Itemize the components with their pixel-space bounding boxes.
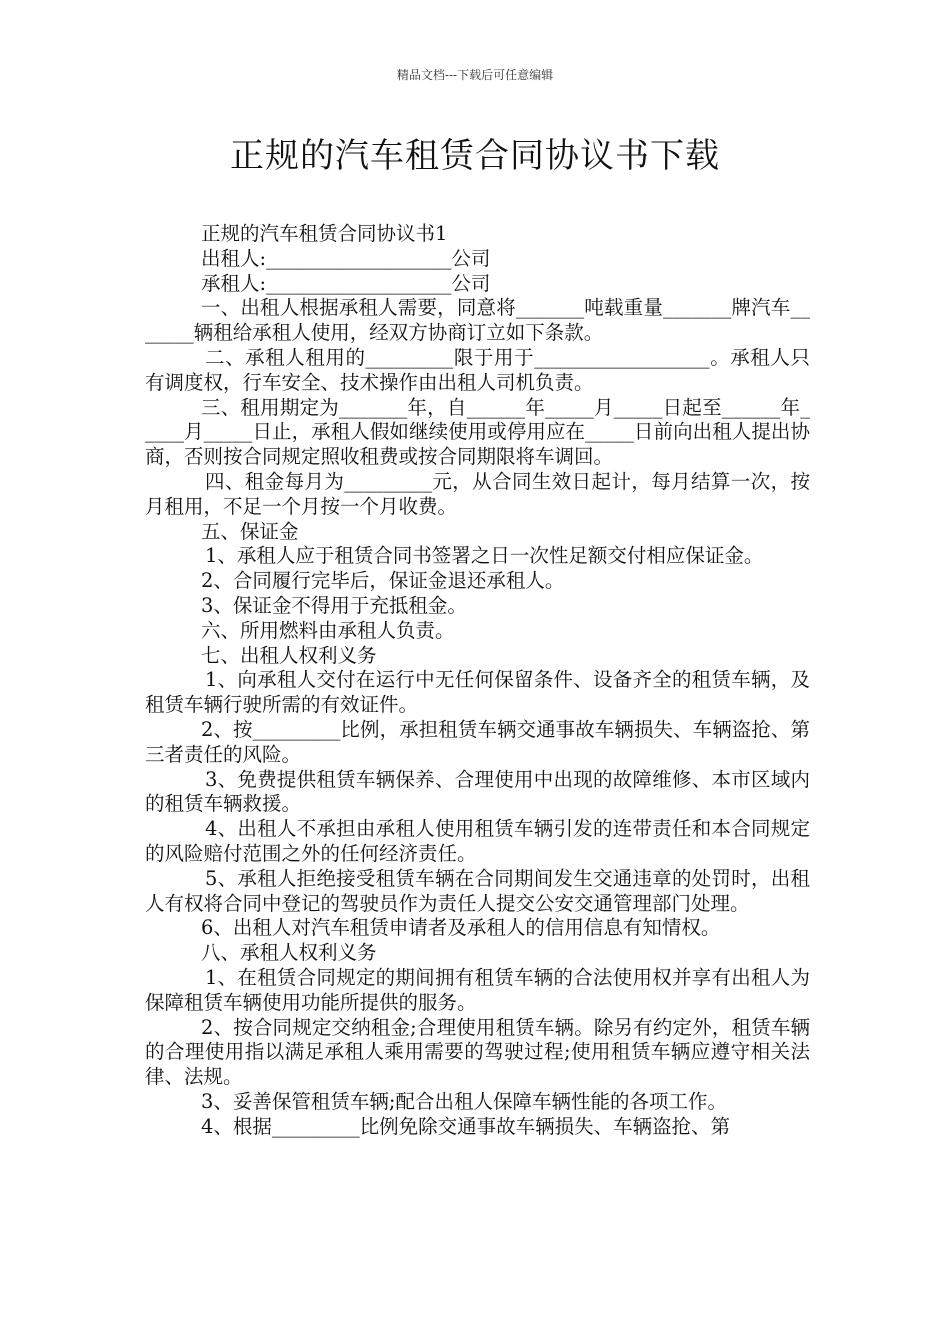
clause-8-heading: 八、承租人权利义务 (201, 941, 377, 965)
lessor-line: 出租人:___________________公司 (201, 246, 491, 270)
clause-7-item-4: 4、出租人不承担由承租人使用租赁车辆引发的连带责任和本合同规定的风险赔付范围之外的任何经济责任。 (145, 817, 810, 865)
clause-2: 二、承租人租用的_________限于用于__________________。承租人只有调度权，行车安全、技术操作由出租人司机负责。 (145, 345, 810, 394)
clause-4: 四、租金每月为_________元，从合同生效日起计，每月结算一次，按月租用，不足一个月按一个月收费。 (145, 469, 810, 518)
clause-7-item-5: 5、承租人拒绝接受租赁车辆在合同期间发生交通违章的处罚时，出租人有权将合同中登记的驾驶员作为责任人提交公安交通管理部门处理。 (145, 866, 810, 915)
clause-5-heading: 五、保证金 (201, 519, 299, 543)
clause-8-item-3: 3、妥善保管租赁车辆;配合出租人保障车辆性能的各项工作。 (201, 1089, 727, 1113)
clause-8-item-2: 2、按合同规定交纳租金;合理使用租赁车辆。除另有约定外，租赁车辆的合理使用指以满足承租人乘用需要的驾驶过程;使用租赁车辆应遵守相关法律、法规。 (145, 1015, 810, 1089)
clause-5-item-2: 2、合同履行完毕后，保证金退还承租人。 (201, 569, 565, 593)
clause-1: 一、出租人根据承租人需要，同意将_______吨载重量_______牌汽车_______辆租给承租人使用，经双方协商订立如下条款。 (145, 296, 810, 345)
clause-5-item-1: 1、承租人应于租赁合同书签署之日一次性足额交付相应保证金。 (205, 544, 764, 568)
clause-7-item-6: 6、出租人对汽车租赁申请者及承租人的信用信息有知情权。 (201, 916, 721, 940)
clause-6: 六、所用燃料由承租人负责。 (201, 618, 455, 642)
document-title: 正规的汽车租赁合同协议书下载 (230, 136, 720, 176)
clause-7-item-2: 2、按_________比例，承担租赁车辆交通事故车辆损失、车辆盗抢、第三者责任的风险。 (145, 717, 810, 766)
clause-3: 三、租用期定为_______年，自______年_____月_____日起至______年_____月_____日止，承租人假如继续使用或停用应在_____日前向出租人提出协商，否则按合同规定照收租费或按合同期限将车调回。 (145, 395, 810, 469)
subtitle: 正规的汽车租赁合同协议书1 (201, 222, 448, 245)
document-body (145, 222, 810, 1139)
clause-7-item-1: 1、向承租人交付在运行中无任何保留条件、设备齐全的租赁车辆，及租赁车辆行驶所需的有效证件。 (145, 668, 810, 717)
clause-7-item-3: 3、免费提供租赁车辆保养、合理使用中出现的故障维修、本市区域内的租赁车辆救援。 (145, 767, 810, 816)
clause-5-item-3: 3、保证金不得用于充抵租金。 (201, 593, 467, 617)
clause-8-item-4: 4、根据_________比例免除交通事故车辆损失、车辆盗抢、第 (201, 1114, 731, 1138)
lessee-line: 承租人:___________________公司 (201, 271, 491, 295)
clause-7-heading: 七、出租人权利义务 (201, 643, 377, 667)
clause-8-item-1: 1、在租赁合同规定的期间拥有租赁车辆的合法使用权并享有出租人为保障租赁车辆使用功能所提供的服务。 (145, 965, 810, 1014)
header-note: 精品文档---下载后可任意编辑 (396, 68, 554, 82)
